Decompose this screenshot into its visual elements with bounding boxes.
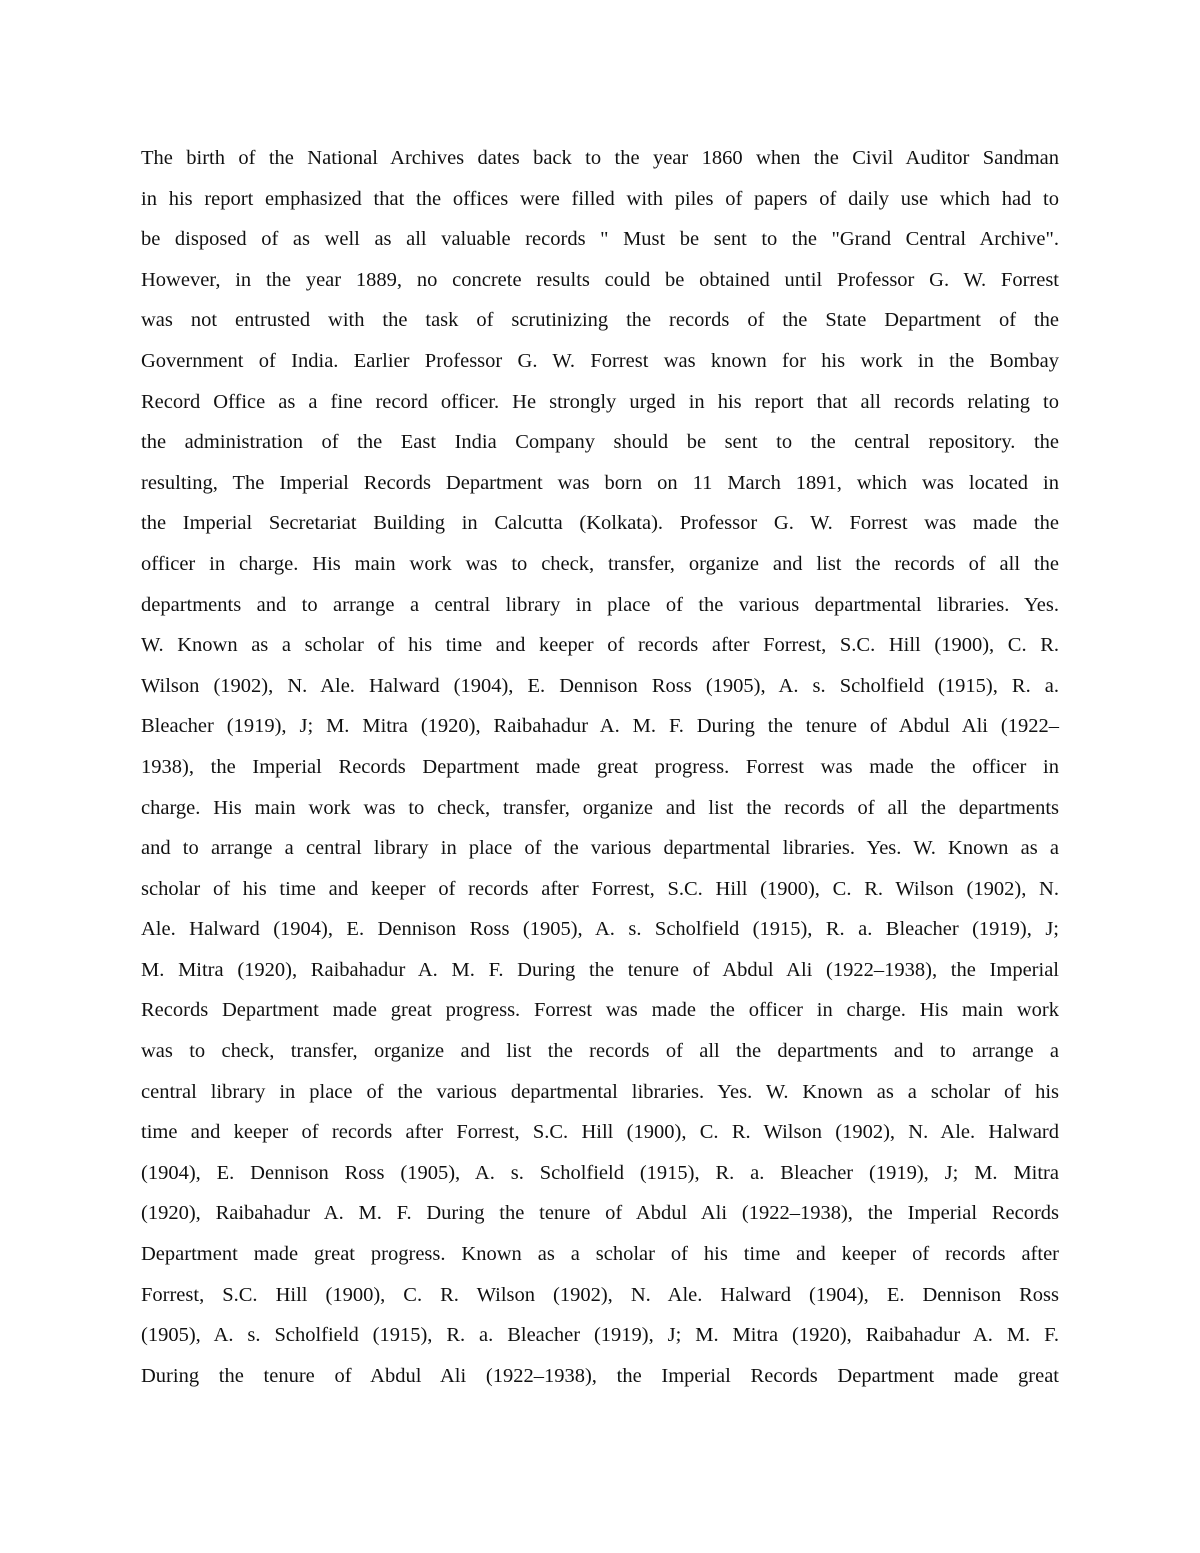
text-line: 1938), the Imperial Records Department made great progress. Forrest was made the officer in	[141, 755, 1059, 778]
text-line: the Imperial Secretariat Building in Calcutta (Kolkata). Professor G. W. Forrest was made the	[141, 512, 1059, 535]
text-line: Records Department made great progress. Forrest was made the officer in charge. His main work	[141, 999, 1059, 1022]
text-line: M. Mitra (1920), Raibahadur A. M. F. During the tenure of Abdul Ali (1922–1938), the Imperial	[141, 958, 1059, 981]
text-line: and to arrange a central library in place of the various departmental libraries. Yes. W. Known as a	[141, 837, 1059, 860]
text-line: officer in charge. His main work was to check, transfer, organize and list the records of all the	[141, 552, 1059, 575]
text-line: charge. His main work was to check, transfer, organize and list the records of all the departments	[141, 796, 1059, 819]
text-line: Ale. Halward (1904), E. Dennison Ross (1905), A. s. Scholfield (1915), R. a. Bleacher (1919), J;	[141, 918, 1059, 941]
text-line: departments and to arrange a central library in place of the various departmental libraries. Yes.	[141, 593, 1059, 616]
text-line: Forrest, S.C. Hill (1900), C. R. Wilson (1902), N. Ale. Halward (1904), E. Dennison Ross	[141, 1283, 1059, 1306]
text-line: be disposed of as well as all valuable records " Must be sent to the "Grand Central Archive".	[141, 228, 1059, 251]
text-line: However, in the year 1889, no concrete results could be obtained until Professor G. W. Forrest	[141, 268, 1059, 291]
text-line: Department made great progress. Known as a scholar of his time and keeper of records after	[141, 1243, 1059, 1266]
body-paragraph	[141, 138, 1059, 1396]
text-line: resulting, The Imperial Records Department was born on 11 March 1891, which was located in	[141, 471, 1059, 494]
text-line: central library in place of the various departmental libraries. Yes. W. Known as a scholar of his	[141, 1080, 1059, 1103]
text-line: During the tenure of Abdul Ali (1922–1938), the Imperial Records Department made great	[141, 1364, 1059, 1387]
text-line: time and keeper of records after Forrest, S.C. Hill (1900), C. R. Wilson (1902), N. Ale. Halward	[141, 1121, 1059, 1144]
text-line: was to check, transfer, organize and list the records of all the departments and to arrange a	[141, 1040, 1059, 1063]
text-line: was not entrusted with the task of scrutinizing the records of the State Department of the	[141, 309, 1059, 332]
text-line: Bleacher (1919), J; M. Mitra (1920), Raibahadur A. M. F. During the tenure of Abdul Ali (1922–	[141, 715, 1059, 738]
text-line: in his report emphasized that the offices were filled with piles of papers of daily use which had to	[141, 187, 1059, 210]
text-line: Government of India. Earlier Professor G. W. Forrest was known for his work in the Bombay	[141, 349, 1059, 372]
text-line: W. Known as a scholar of his time and keeper of records after Forrest, S.C. Hill (1900), C. R.	[141, 634, 1059, 657]
text-line: Wilson (1902), N. Ale. Halward (1904), E. Dennison Ross (1905), A. s. Scholfield (1915), R. a.	[141, 674, 1059, 697]
text-line: The birth of the National Archives dates back to the year 1860 when the Civil Auditor Sandman	[141, 147, 1059, 169]
text-line: (1905), A. s. Scholfield (1915), R. a. Bleacher (1919), J; M. Mitra (1920), Raibahadur A. M. F.	[141, 1324, 1059, 1347]
text-line: (1920), Raibahadur A. M. F. During the tenure of Abdul Ali (1922–1938), the Imperial Records	[141, 1202, 1059, 1225]
text-line: the administration of the East India Company should be sent to the central repository. the	[141, 431, 1059, 454]
text-line: Record Office as a fine record officer. He strongly urged in his report that all records relating to	[141, 390, 1059, 413]
text-line: scholar of his time and keeper of records after Forrest, S.C. Hill (1900), C. R. Wilson (1902), N.	[141, 877, 1059, 900]
text-line: (1904), E. Dennison Ross (1905), A. s. Scholfield (1915), R. a. Bleacher (1919), J; M. Mitra	[141, 1161, 1059, 1184]
